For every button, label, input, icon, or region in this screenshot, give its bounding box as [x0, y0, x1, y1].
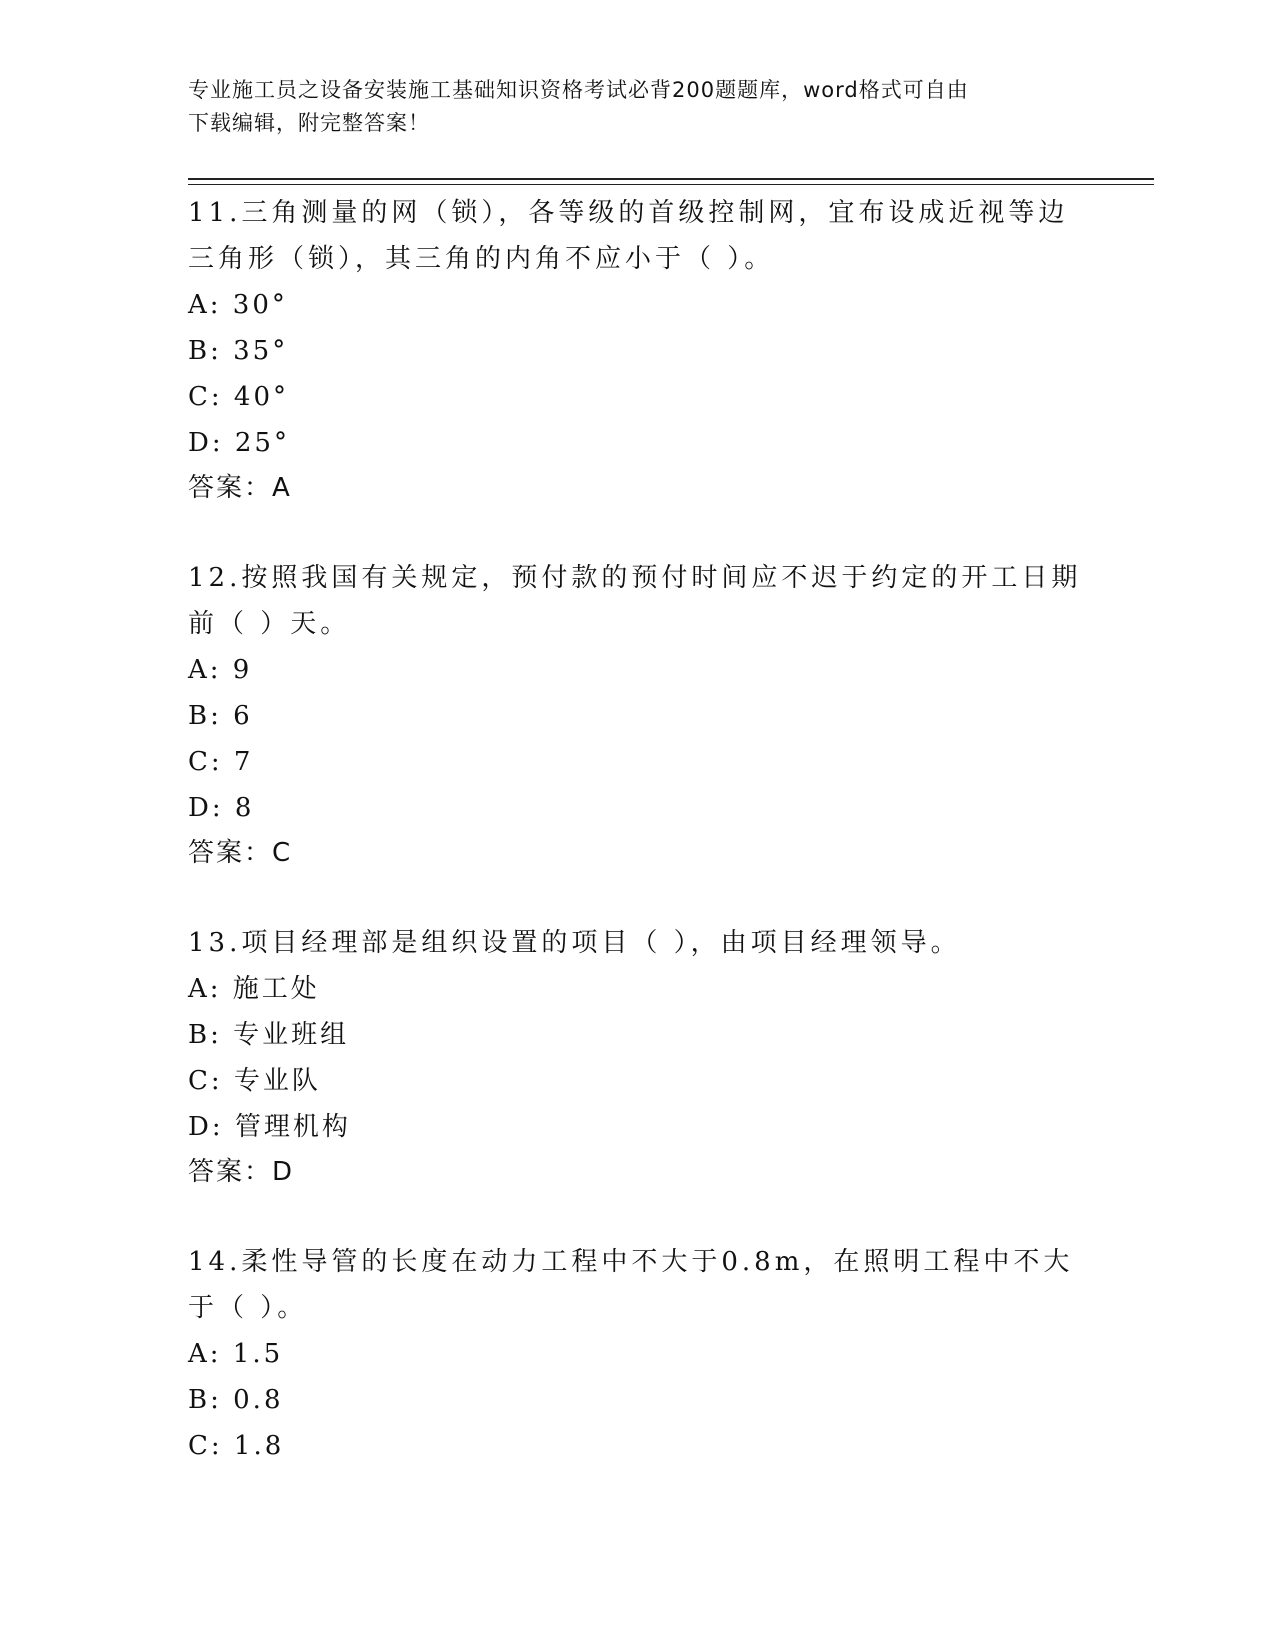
option-b: B: 专业班组 [188, 1020, 350, 1050]
question-stem: 11.三角测量的网（锁），各等级的首级控制网，宜布设成近视等边三角形（锁），其三角的内角不应小于（ ）。 [188, 198, 1069, 274]
option-a: A: 9 [188, 655, 253, 685]
option-c: C: 专业队 [188, 1066, 321, 1096]
option-d: D: 25° [188, 428, 290, 458]
answer-line: 答案：D [188, 1157, 295, 1187]
header-line-2: 下载编辑，附完整答案！ [188, 111, 430, 135]
question-14 [188, 1239, 1088, 1469]
question-11 [188, 190, 1088, 510]
question-stem: 12.按照我国有关规定，预付款的预付时间应不迟于约定的开工日期前（ ）天。 [188, 563, 1082, 639]
option-a: A: 1.5 [188, 1339, 284, 1369]
option-a: A: 30° [188, 290, 288, 320]
answer-line: 答案：A [188, 473, 292, 503]
header-rule-thick [188, 178, 1154, 180]
option-c: C: 1.8 [188, 1431, 285, 1461]
question-list [188, 190, 1088, 1469]
question-13 [188, 920, 1088, 1194]
question-stem: 13.项目经理部是组织设置的项目（ ），由项目经理领导。 [188, 928, 961, 958]
document-header [188, 74, 1068, 140]
option-b: B: 35° [188, 336, 289, 366]
option-b: B: 0.8 [188, 1385, 284, 1415]
option-d: D: 8 [188, 793, 255, 823]
question-12 [188, 555, 1088, 875]
header-rule-thin [188, 184, 1154, 185]
header-line-1: 专业施工员之设备安装施工基础知识资格考试必背200题题库，word格式可自由 [188, 78, 969, 102]
answer-line: 答案：C [188, 838, 293, 868]
question-stem: 14.柔性导管的长度在动力工程中不大于0.8m，在照明工程中不大于（ ）。 [188, 1247, 1074, 1323]
option-b: B: 6 [188, 701, 253, 731]
option-c: C: 40° [188, 382, 290, 412]
option-d: D: 管理机构 [188, 1112, 351, 1142]
option-c: C: 7 [188, 747, 254, 777]
option-a: A: 施工处 [188, 974, 320, 1004]
